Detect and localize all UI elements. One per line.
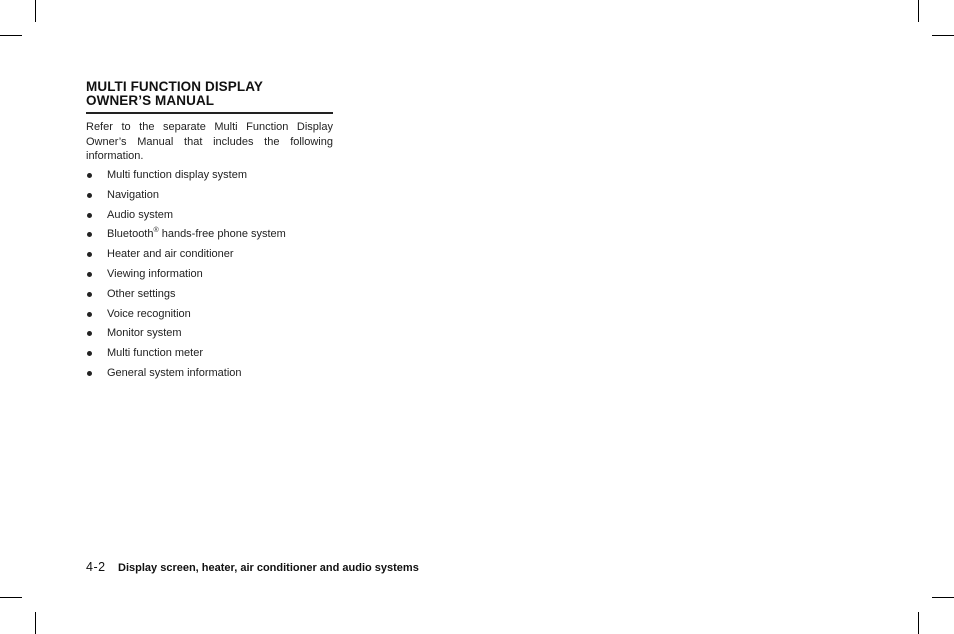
crop-mark-top-right-h <box>932 35 954 36</box>
list-item: Monitor system <box>86 326 346 346</box>
list-item: Bluetooth® hands-free phone system <box>86 227 346 247</box>
list-item: Multi function display system <box>86 168 346 188</box>
list-item: Viewing information <box>86 267 346 287</box>
bullet-icon <box>87 232 92 237</box>
crop-mark-top-right-v <box>918 0 919 22</box>
topic-list <box>86 168 346 386</box>
bullet-icon <box>87 292 92 297</box>
bullet-icon <box>87 312 92 317</box>
bullet-icon <box>87 193 92 198</box>
bullet-icon <box>87 351 92 356</box>
section-heading-line2: OWNER’S MANUAL <box>86 93 215 108</box>
list-item: Navigation <box>86 188 346 208</box>
section-heading <box>86 80 333 114</box>
list-item: General system information <box>86 366 346 386</box>
page-footer <box>86 558 419 576</box>
list-item: Other settings <box>86 287 346 307</box>
list-item: Heater and air conditioner <box>86 247 346 267</box>
crop-mark-bottom-left-v <box>35 612 36 634</box>
list-item: Audio system <box>86 208 346 228</box>
bullet-icon <box>87 371 92 376</box>
bullet-icon <box>87 173 92 178</box>
registered-mark: ® <box>153 226 159 234</box>
bullet-icon <box>87 252 92 257</box>
bullet-icon <box>87 272 92 277</box>
list-item: Voice recognition <box>86 307 346 327</box>
intro-paragraph: Refer to the separate Multi Function Display Owner’s Manual that includes the following information. <box>86 121 333 162</box>
bullet-icon <box>87 331 92 336</box>
footer-section-title: Display screen, heater, air conditioner and audio systems <box>118 562 419 574</box>
bullet-icon <box>87 213 92 218</box>
crop-mark-bottom-right-v <box>918 612 919 634</box>
page-number: 4-2 <box>86 560 106 574</box>
crop-mark-bottom-left-h <box>0 597 22 598</box>
crop-mark-top-left-v <box>35 0 36 22</box>
list-item: Multi function meter <box>86 346 346 366</box>
crop-mark-bottom-right-h <box>932 597 954 598</box>
section-heading-line1: MULTI FUNCTION DISPLAY <box>86 79 263 94</box>
crop-mark-top-left-h <box>0 35 22 36</box>
